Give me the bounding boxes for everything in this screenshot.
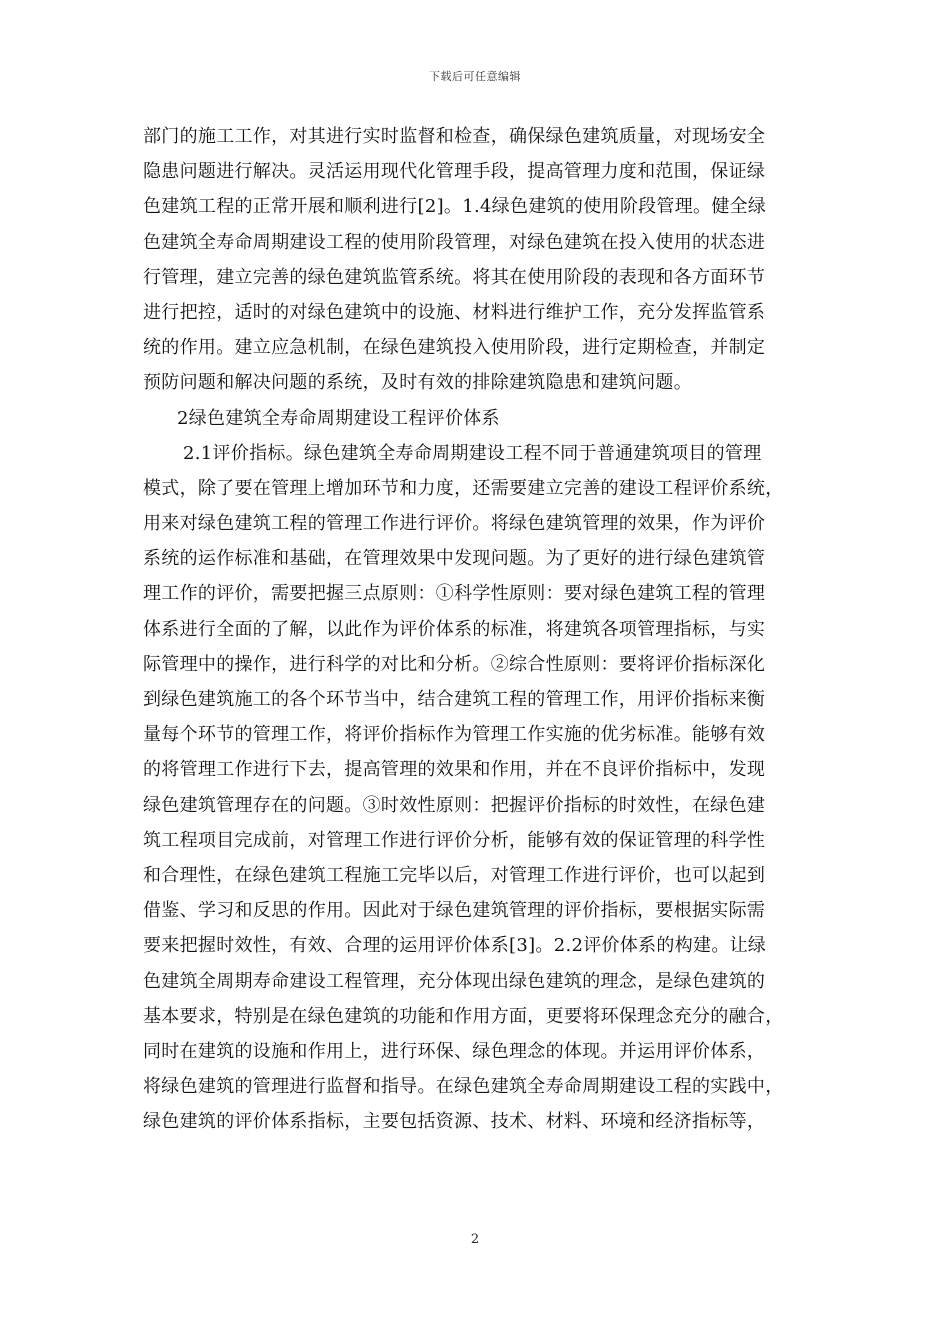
header-note: 下载后可任意编辑 — [429, 70, 521, 83]
text-line: 用来对绿色建筑工程的管理工作进行评价。将绿色建筑管理的效果，作为评价 — [143, 513, 766, 535]
text-line: 绿色建筑管理存在的问题。③时效性原则：把握评价指标的时效性，在绿色建 — [143, 794, 766, 816]
text-line: 色建筑工程的正常开展和顺利进行[2]。1.4绿色建筑的使用阶段管理。健全绿 — [143, 196, 767, 218]
text-line: 预防问题和解决问题的系统，及时有效的排除建筑隐患和建筑问题。 — [143, 372, 692, 394]
text-line: 基本要求，特别是在绿色建筑的功能和作用方面，更要将环保理念充分的融合， — [143, 1005, 784, 1027]
text-line: 2.1评价指标。绿色建筑全寿命周期建设工程不同于普通建筑项目的管理 — [183, 442, 762, 464]
text-line: 色建筑全周期寿命建设工程管理，充分体现出绿色建筑的理念，是绿色建筑的 — [143, 970, 766, 992]
text-line: 部门的施工工作，对其进行实时监督和检查，确保绿色建筑质量，对现场安全 — [143, 126, 766, 147]
text-line: 将绿色建筑的管理进行监督和指导。在绿色建筑全寿命周期建设工程的实践中， — [143, 1076, 784, 1098]
text-line: 进行把控，适时的对绿色建筑中的设施、材料进行维护工作，充分发挥监管系 — [143, 301, 766, 323]
text-line: 体系进行全面的了解，以此作为评价体系的标准，将建筑各项管理指标，与实 — [143, 618, 766, 640]
text-line: 同时在建筑的设施和作用上，进行环保、绿色理念的体现。并运用评价体系， — [143, 1040, 766, 1062]
text-line: 隐患问题进行解决。灵活运用现代化管理手段，提高管理力度和范围，保证绿 — [143, 161, 766, 183]
text-line: 统的作用。建立应急机制，在绿色建筑投入使用阶段，进行定期检查，并制定 — [143, 337, 766, 359]
text-line: 际管理中的操作，进行科学的对比和分析。②综合性原则：要将评价指标深化 — [143, 653, 766, 675]
text-line: 系统的运作标准和基础，在管理效果中发现问题。为了更好的进行绿色建筑管 — [143, 548, 766, 570]
text-line: 模式，除了要在管理上增加环节和力度，还需要建立完善的建设工程评价系统， — [143, 477, 784, 499]
text-line: 行管理，建立完善的绿色建筑监管系统。将其在使用阶段的表现和各方面环节 — [143, 266, 766, 288]
body-text — [143, 119, 813, 1139]
text-line: 和合理性，在绿色建筑工程施工完毕以后，对管理工作进行评价，也可以起到 — [143, 864, 766, 886]
text-line: 理工作的评价，需要把握三点原则：①科学性原则：要对绿色建筑工程的管理 — [143, 583, 766, 605]
text-line: 量每个环节的管理工作，将评价指标作为管理工作实施的优劣标准。能够有效 — [143, 724, 766, 746]
text-line: 要来把握时效性，有效、合理的运用评价体系[3]。2.2评价体系的构建。让绿 — [143, 935, 767, 957]
text-line: 筑工程项目完成前，对管理工作进行评价分析，能够有效的保证管理的科学性 — [143, 829, 766, 851]
text-line: 到绿色建筑施工的各个环节当中，结合建筑工程的管理工作，用评价指标来衡 — [143, 689, 766, 710]
text-line: 色建筑全寿命周期建设工程的使用阶段管理，对绿色建筑在投入使用的状态进 — [143, 231, 766, 253]
text-line: 借鉴、学习和反思的作用。因此对于绿色建筑管理的评价指标，要根据实际需 — [143, 900, 766, 922]
text-line: 绿色建筑的评价体系指标，主要包括资源、技术、材料、环境和经济指标等， — [143, 1111, 766, 1133]
text-line: 的将管理工作进行下去，提高管理的效果和作用，并在不良评价指标中，发现 — [143, 759, 766, 781]
section-heading: 2绿色建筑全寿命周期建设工程评价体系 — [177, 407, 500, 429]
page-number: 2 — [470, 1232, 480, 1247]
